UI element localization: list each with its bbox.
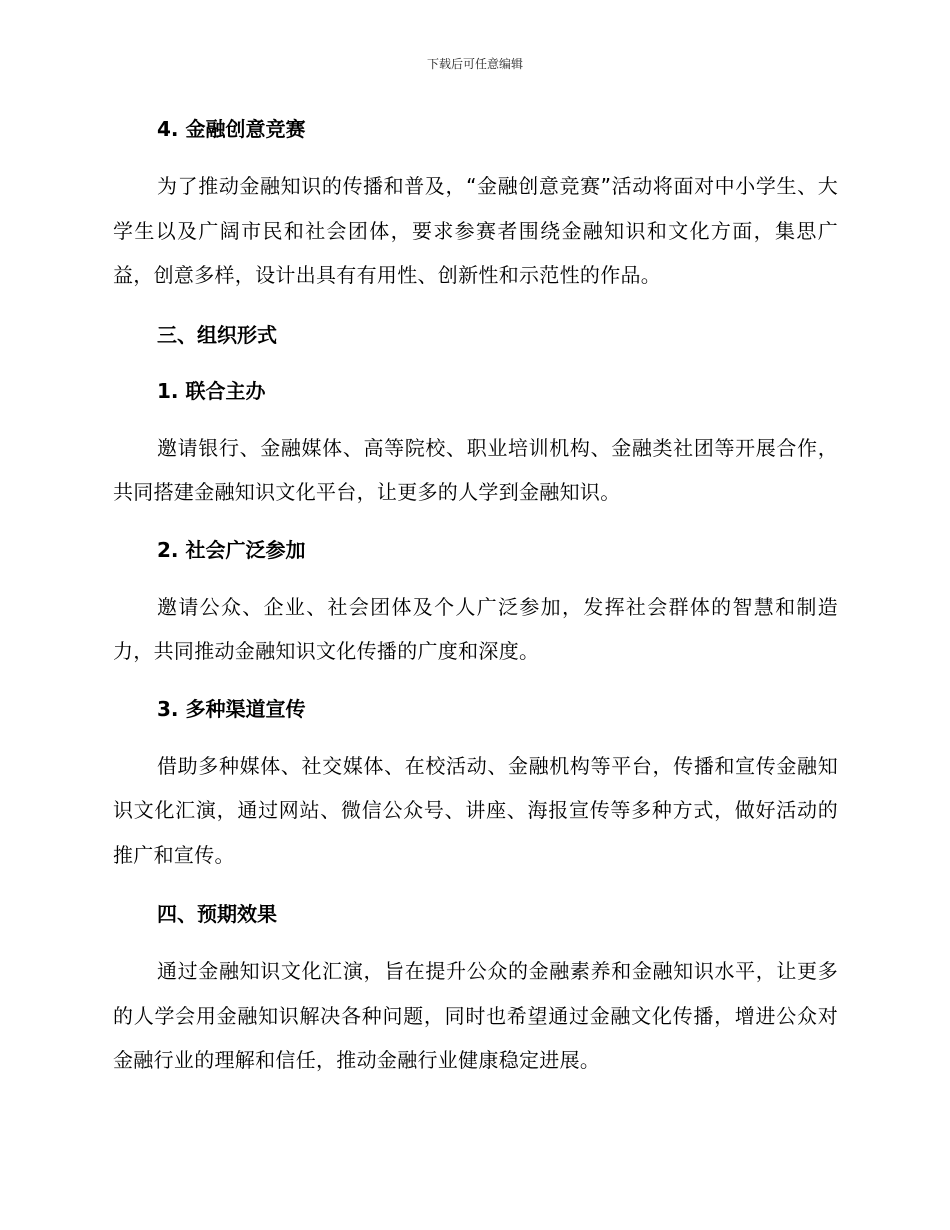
section-heading-multichannel-promotion: 3. 多种渠道宣传 bbox=[157, 696, 306, 721]
part-heading-expected-effect: 四、预期效果 bbox=[157, 902, 277, 926]
document-body bbox=[113, 108, 838, 1083]
paragraph-creative-contest: 为了推动金融知识的传播和普及，“金融创意竞赛”活动将面对中小学生、大学生以及广阔市民和社会团体，要求参赛者围绕金融知识和文化方面，集思广益，创意多样，设计出具有有用性、创新性和示范性的作品。 bbox=[113, 174, 838, 287]
paragraph-expected-effect: 通过金融知识文化汇演，旨在提升公众的金融素养和金融知识水平，让更多的人学会用金融知识解决各种问题，同时也希望通过金融文化传播，增进公众对金融行业的理解和信任，推动金融行业健康稳定进展。 bbox=[113, 959, 838, 1072]
paragraph-joint-host: 邀请银行、金融媒体、高等院校、职业培训机构、金融类社团等开展合作，共同搭建金融知识文化平台，让更多的人学到金融知识。 bbox=[113, 435, 838, 504]
part-heading-organization: 三、组织形式 bbox=[157, 322, 277, 347]
header-note: 下载后可任意编辑 bbox=[426, 57, 523, 71]
section-heading-public-participation: 2. 社会广泛参加 bbox=[157, 537, 306, 562]
paragraph-public-participation: 邀请公众、企业、社会团体及个人广泛参加，发挥社会群体的智慧和制造力，共同推动金融知识文化传播的广度和深度。 bbox=[113, 594, 838, 663]
section-heading-creative-contest: 4. 金融创意竞赛 bbox=[157, 117, 306, 141]
paragraph-multichannel-promotion: 借助多种媒体、社交媒体、在校活动、金融机构等平台，传播和宣传金融知识文化汇演，通过网站、微信公众号、讲座、海报宣传等多种方式，做好活动的推广和宣传。 bbox=[113, 753, 838, 867]
section-heading-joint-host: 1. 联合主办 bbox=[157, 378, 266, 403]
